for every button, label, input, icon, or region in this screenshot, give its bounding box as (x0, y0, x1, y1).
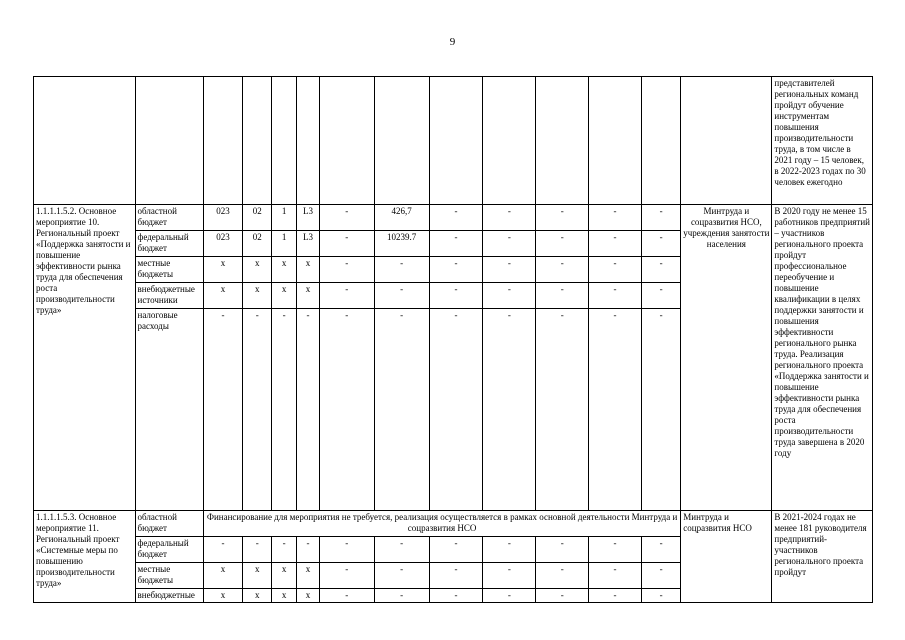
m11-source: внебюджетные (135, 589, 203, 603)
m10-result: В 2020 году не менее 15 работников предприятий – участников регионального проекта пройдут профессиональное переобучение и повышение квалификации в целях поддержки занятости и повышения эффективности регионального рынка труда. Реализация регионального проекта «Поддержка занятости и повышение эффективности рынка труда для обеспечения роста производительности труда завершена в 2020 году (772, 205, 873, 511)
table-row: местные бюджеты x x x x - - - - - - - (34, 257, 873, 283)
m10-source: местные бюджеты (135, 257, 203, 283)
m11-source: местные бюджеты (135, 563, 203, 589)
page-number: 9 (449, 36, 456, 48)
m11-executor: Минтруда и соцразвития НСО (681, 511, 772, 603)
m10-name: 1.1.1.1.5.2. Основное мероприятие 10. Региональный проект «Поддержка занятости и повышение эффективности рынка труда для обеспечения роста производительности труда» (34, 205, 136, 511)
table-row: внебюджетные источники x x x x - - - - - - - (34, 283, 873, 309)
result-cell-top: представителей региональных команд пройдут обучение инструментам повышения производительности труда, в том числе в 2021 году – 15 человек, в 2022-2023 годах по 30 человек ежегодно (772, 77, 873, 205)
table-row: местные бюджеты x x x x - - - - - - - (34, 563, 873, 589)
table-row: внебюджетные x x x x - - - - - - - (34, 589, 873, 603)
m10-executor: Минтруда и соцразвития НСО, учреждения занятости населения (681, 205, 772, 511)
table-row (34, 77, 873, 205)
program-table (33, 76, 873, 603)
table-row: налоговые расходы - - - - - - - - - - - (34, 309, 873, 511)
m10-source: внебюджетные источники (135, 283, 203, 309)
table-row: федеральный бюджет - - - - - - - - - - - (34, 537, 873, 563)
m11-name: 1.1.1.1.5.3. Основное мероприятие 11. Региональный проект «Системные меры по повышению производительности труда» (34, 511, 136, 603)
m11-result: В 2021-2024 годах не менее 181 руководителя предприятий-участников регионального проекта пройдут (772, 511, 873, 603)
table-row (34, 511, 873, 537)
m10-source: областной бюджет (135, 205, 203, 231)
m11-source: областной бюджет (135, 511, 203, 537)
m10-source: налоговые расходы (135, 309, 203, 511)
m10-source: федеральный бюджет (135, 231, 203, 257)
m11-financing-note: Финансирование для мероприятия не требуется, реализация осуществляется в рамках основной деятельности Минтруда и соцразвития НСО (203, 511, 680, 537)
m11-source: федеральный бюджет (135, 537, 203, 563)
table-row: федеральный бюджет 023 02 1 L3 - 10239.7 - - - - - (34, 231, 873, 257)
table-row: 1.1.1.1.5.2. Основное мероприятие 10. Региональный проект «Поддержка занятости и повышение эффективности рынка труда для обеспечения роста производительности труда» областной бюджет 023 02 1 L3 - 426,7 - - - - - Минтруда и соцразвития НСО, учреждения занятости населения В 2020 году не менее 15 работников предприятий – участников регионального проекта пройдут профессиональное переобучение и повышение квалификации в целях поддержки занятости и повышения эффективности регионального рынка труда. Реализация регионального проекта «Поддержка занятости и повышение эффективности рынка труда для обеспечения роста производительности труда завершена в 2020 году (34, 205, 873, 231)
